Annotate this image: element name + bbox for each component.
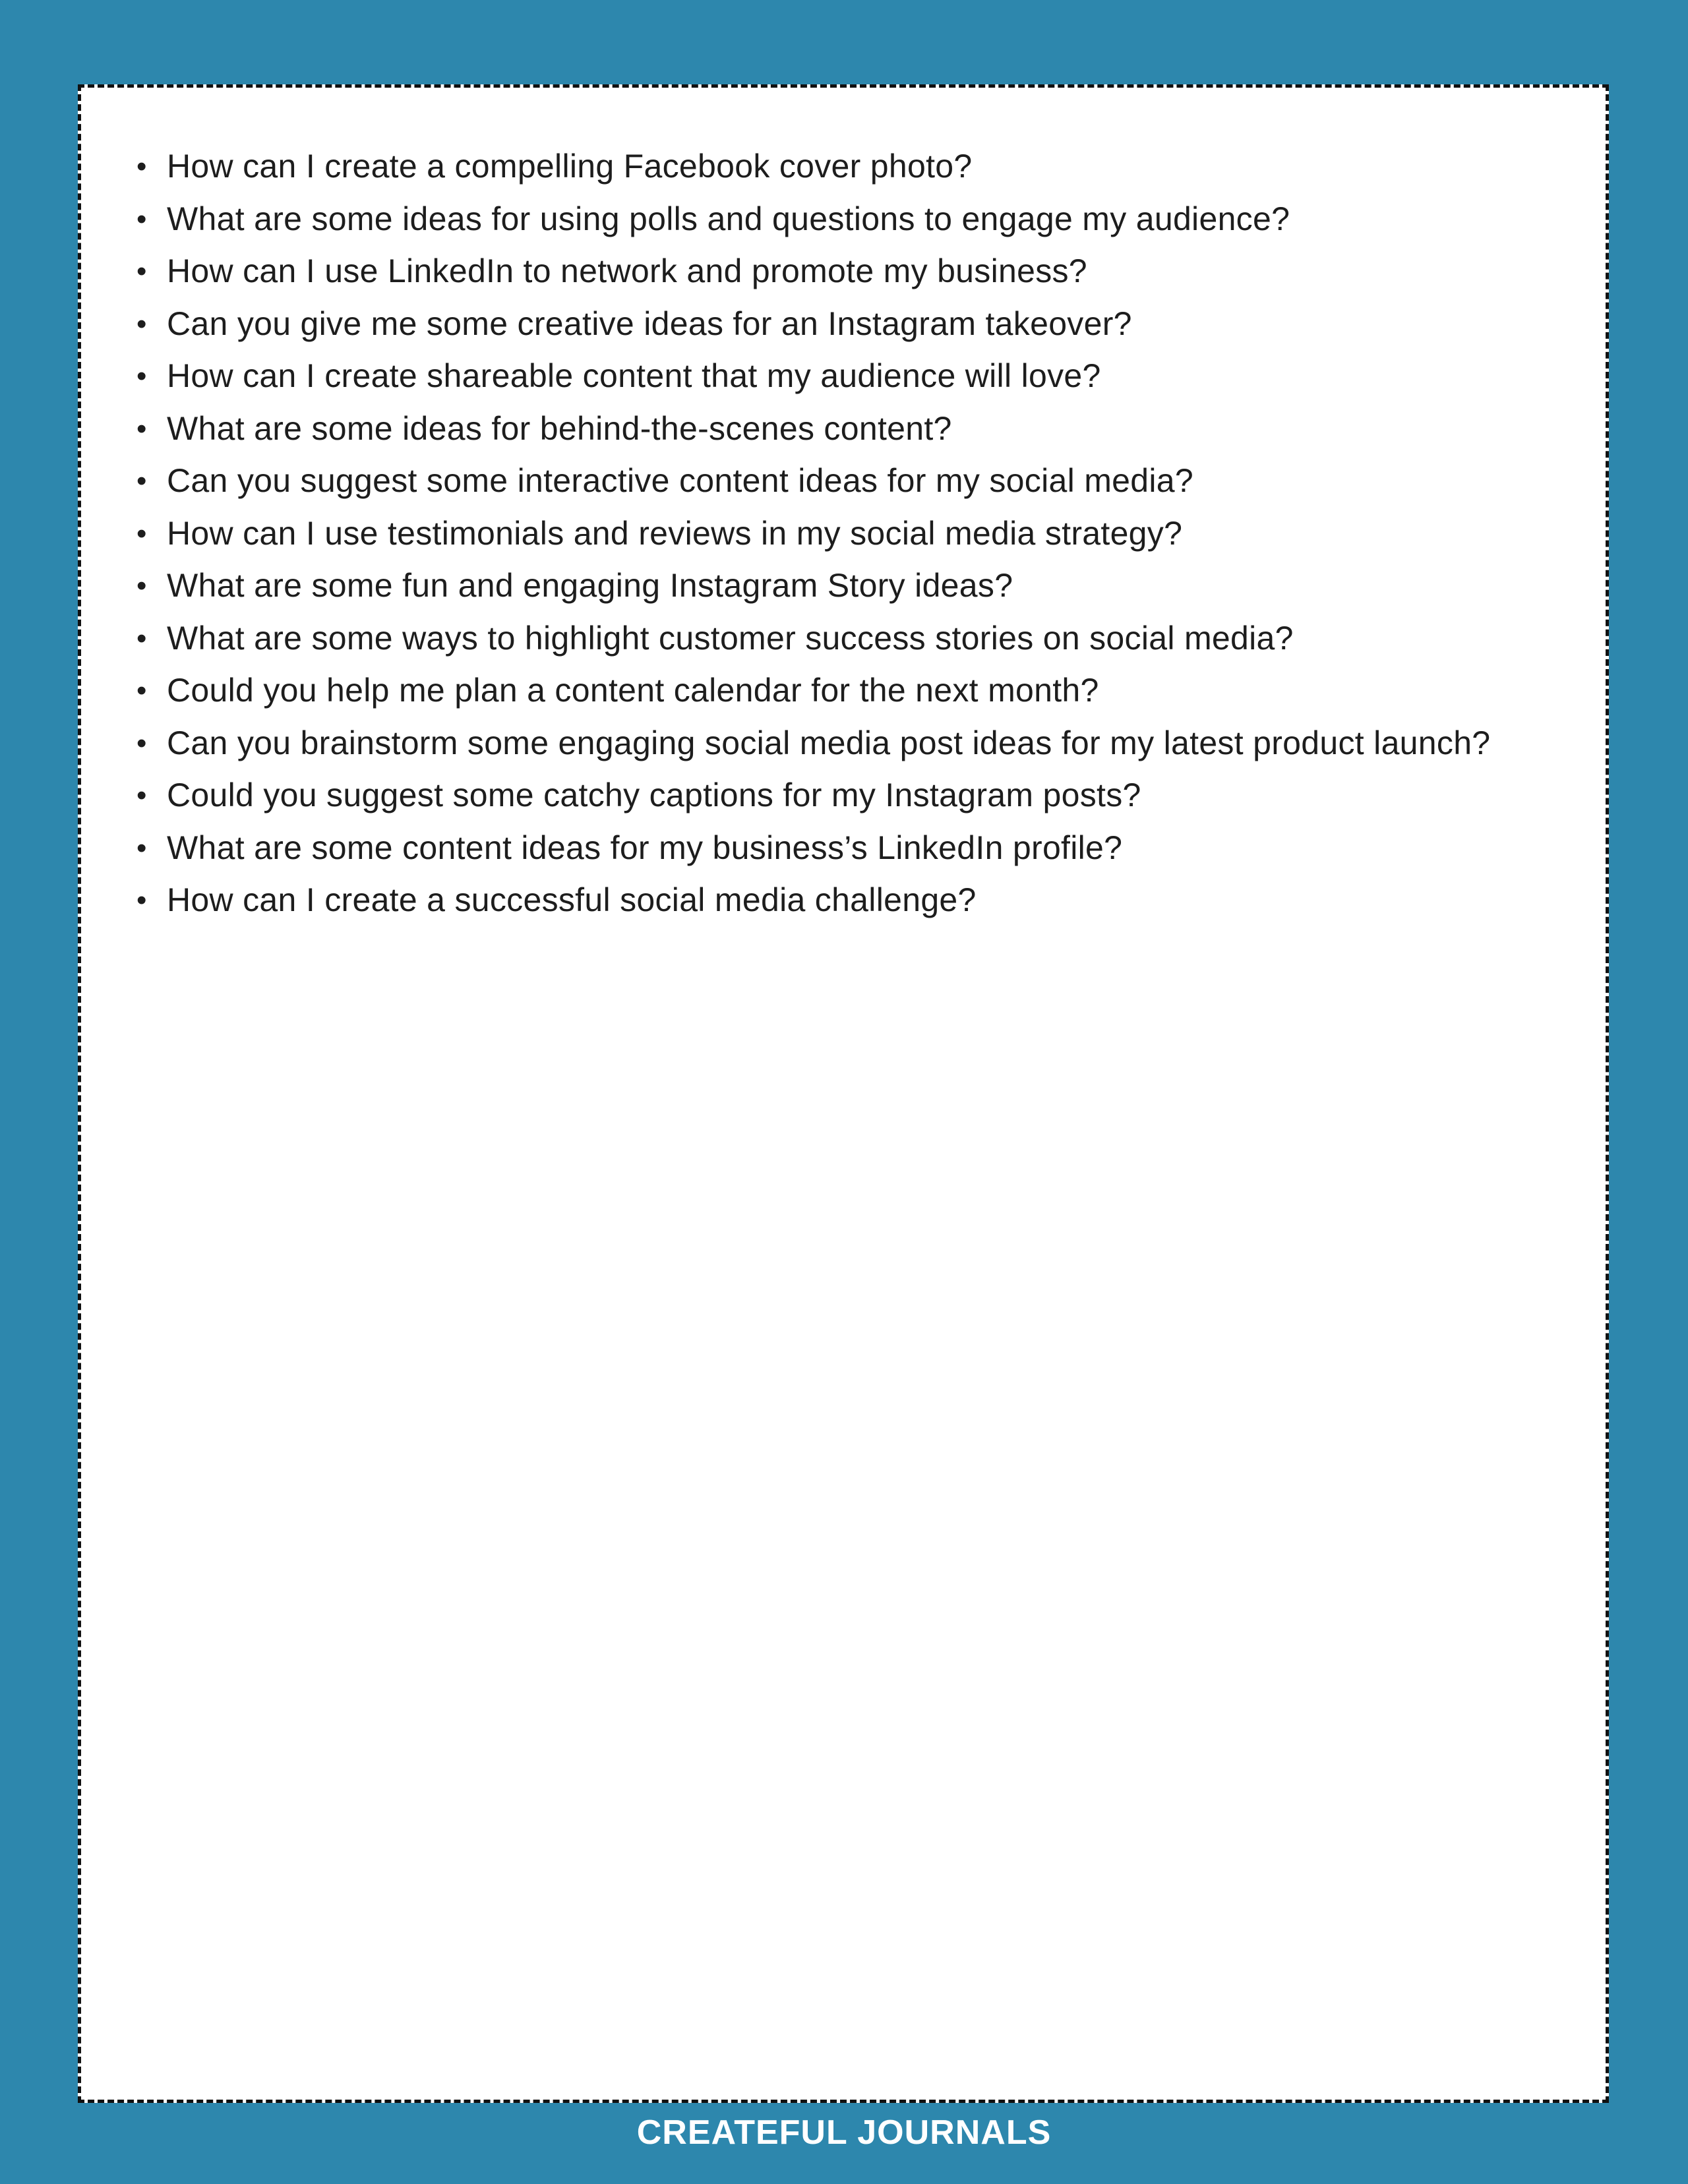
bullet-icon: • xyxy=(136,307,147,340)
question-text: How can I create a compelling Facebook cover photo? xyxy=(167,148,973,185)
question-item xyxy=(134,874,1545,927)
bullet-icon: • xyxy=(136,831,147,864)
bullet-icon: • xyxy=(136,726,147,759)
question-text: How can I create shareable content that my audience will love? xyxy=(167,357,1101,394)
question-item xyxy=(134,664,1545,717)
bullet-icon: • xyxy=(136,202,147,235)
question-text: Can you suggest some interactive content ideas for my social media? xyxy=(167,462,1193,499)
bullet-icon: • xyxy=(136,412,147,445)
question-text: How can I create a successful social media challenge? xyxy=(167,881,977,918)
question-text: Could you suggest some catchy captions for my Instagram posts? xyxy=(167,777,1141,813)
footer-brand: CREATEFUL JOURNALS xyxy=(636,2113,1052,2152)
question-item xyxy=(134,193,1545,246)
question-item xyxy=(134,822,1545,875)
bullet-icon: • xyxy=(136,674,147,707)
question-text: What are some fun and engaging Instagram Story ideas? xyxy=(167,567,1013,604)
question-item xyxy=(134,560,1545,612)
bullet-icon: • xyxy=(136,360,147,392)
bullet-icon: • xyxy=(136,884,147,916)
bullet-icon: • xyxy=(136,517,147,550)
question-list xyxy=(134,140,1545,927)
question-text: Can you brainstorm some engaging social media post ideas for my latest product launch? xyxy=(167,724,1491,761)
question-item xyxy=(134,508,1545,560)
question-text: What are some content ideas for my business’s LinkedIn profile? xyxy=(167,829,1123,866)
question-item xyxy=(134,350,1545,403)
question-item xyxy=(134,403,1545,456)
question-item xyxy=(134,298,1545,351)
question-text: How can I use LinkedIn to network and promote my business? xyxy=(167,252,1087,289)
journal-page xyxy=(78,84,1609,2103)
question-item xyxy=(134,717,1545,770)
question-item xyxy=(134,612,1545,665)
question-text: What are some ways to highlight customer success stories on social media? xyxy=(167,619,1294,657)
question-text: What are some ideas for behind-the-scenes content? xyxy=(167,409,952,447)
question-text: Can you give me some creative ideas for an Instagram takeover? xyxy=(167,305,1132,342)
question-item xyxy=(134,245,1545,298)
question-item xyxy=(134,455,1545,508)
question-text: Could you help me plan a content calendar for the next month? xyxy=(167,672,1099,709)
bullet-icon: • xyxy=(136,779,147,812)
bullet-icon: • xyxy=(136,255,147,287)
question-text: How can I use testimonials and reviews in my social media strategy? xyxy=(167,514,1183,552)
question-text: What are some ideas for using polls and questions to engage my audience? xyxy=(167,200,1290,237)
bullet-icon: • xyxy=(136,570,147,602)
question-item xyxy=(134,769,1545,822)
bullet-icon: • xyxy=(136,465,147,497)
bullet-icon: • xyxy=(136,150,147,183)
question-item xyxy=(134,140,1545,193)
bullet-icon: • xyxy=(136,622,147,655)
